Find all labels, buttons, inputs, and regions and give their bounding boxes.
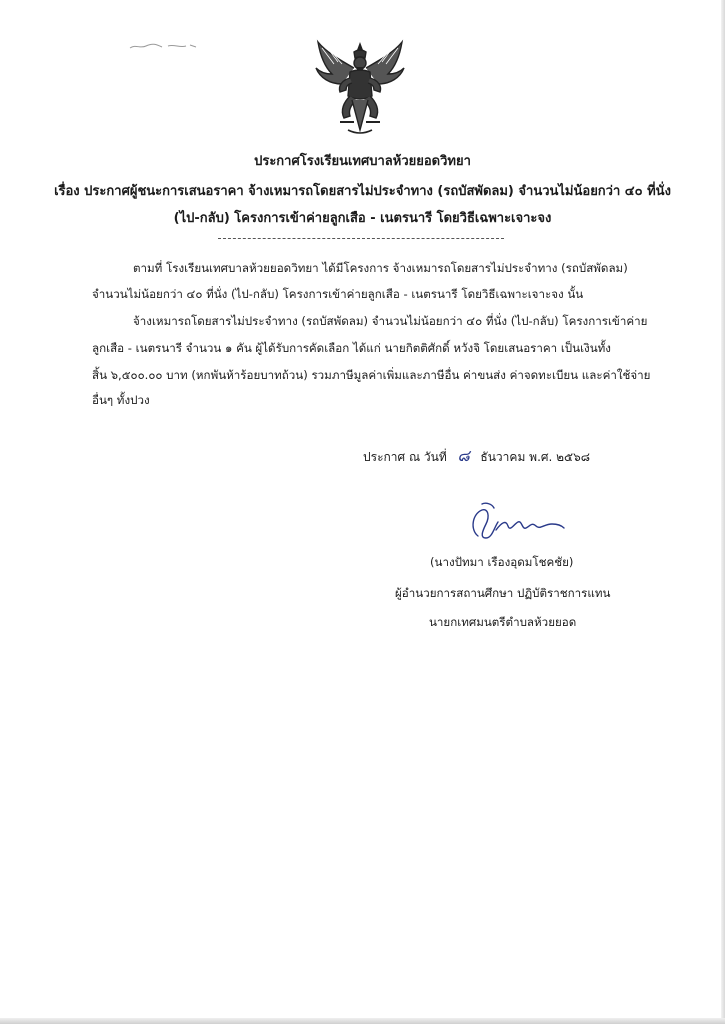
body-line-1: ตามที่ โรงเรียนเทศบาลห้วยยอดวิทยา ได้มีโครงการ จ้างเหมารถโดยสารไม่ประจำทาง (รถบัสพัดลม) bbox=[133, 261, 628, 275]
signatory-position: ผู้อำนวยการสถานศึกษา ปฏิบัติราชการแทน bbox=[395, 586, 611, 600]
date-day-handwritten: ๘ bbox=[457, 446, 470, 465]
body-line-6: อื่นๆ ทั้งปวง bbox=[92, 393, 150, 407]
announcement-title: ประกาศโรงเรียนเทศบาลห้วยยอดวิทยา bbox=[254, 154, 471, 169]
announcement-date bbox=[363, 444, 590, 469]
margin-scribble bbox=[128, 40, 198, 52]
body-line-5: สิ้น ๖,๕๐๐.๐๐ บาท (หกพันห้าร้อยบาทถ้วน) รวมภาษีมูลค่าเพิ่มและภาษีอื่น ค่าขนส่ง ค่าจดทะเบียน และค่าใช้จ่าย bbox=[92, 368, 651, 382]
separator-rule bbox=[218, 238, 504, 239]
scan-edge-right bbox=[721, 0, 725, 1024]
body-line-3: จ้างเหมารถโดยสารไม่ประจำทาง (รถบัสพัดลม) จำนวนไม่น้อยกว่า ๔๐ ที่นั่ง (ไป-กลับ) โครงการเข้าค่าย bbox=[133, 314, 648, 328]
garuda-emblem-icon bbox=[310, 38, 410, 138]
subject-line-1: เรื่อง ประกาศผู้ชนะการเสนอราคา จ้างเหมารถโดยสารไม่ประจำทาง (รถบัสพัดลม) จำนวนไม่น้อยกว่า ๔๐ ที่นั่ง bbox=[54, 184, 671, 199]
body-line-2: จำนวนไม่น้อยกว่า ๔๐ ที่นั่ง (ไป-กลับ) โครงการเข้าค่ายลูกเสือ - เนตรนารี โดยวิธีเฉพาะเจาะจง นั้น bbox=[92, 287, 584, 301]
signatory-position-2: นายกเทศมนตรีตำบลห้วยยอด bbox=[429, 615, 577, 629]
scan-edge-bottom bbox=[0, 1018, 725, 1024]
signatory-name: (นางปัทมา เรืองอุดมโชคชัย) bbox=[430, 555, 574, 569]
date-prefix: ประกาศ ณ วันที่ bbox=[363, 450, 447, 464]
body-line-4: ลูกเสือ - เนตรนารี จำนวน ๑ คัน ผู้ได้รับการคัดเลือก ได้แก่ นายกิตติศักดิ์ หวังจิ โดยเสนอราคา เป็นเงินทั้ง bbox=[92, 341, 611, 355]
handwritten-signature bbox=[452, 500, 572, 544]
date-suffix: ธันวาคม พ.ศ. ๒๕๖๘ bbox=[480, 450, 590, 464]
subject-line-2: (ไป-กลับ) โครงการเข้าค่ายลูกเสือ - เนตรนารี โดยวิธีเฉพาะเจาะจง bbox=[173, 211, 552, 226]
